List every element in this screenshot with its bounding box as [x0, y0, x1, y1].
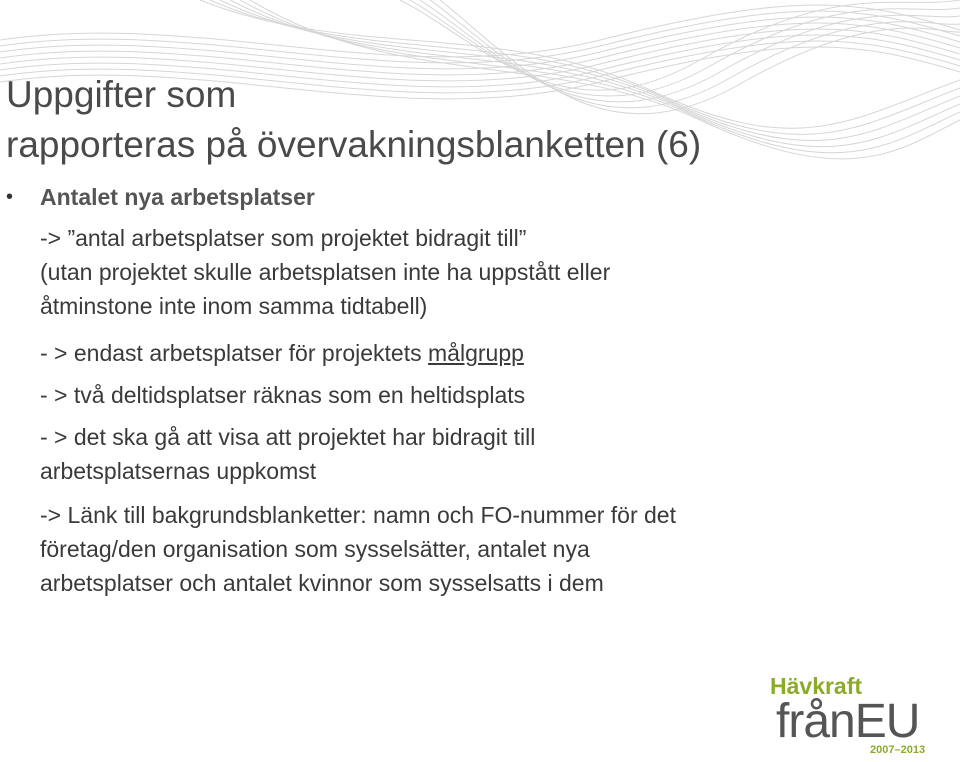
explanation-line-3: åtminstone inte inom samma tidtabell)	[40, 293, 428, 319]
slide-title-line-1: Uppgifter som	[6, 74, 237, 115]
bullet-dot-icon: •	[6, 186, 14, 208]
evidence-line-1: - > det ska gå att visa att projektet har bidragit till	[40, 424, 536, 450]
evidence-note	[40, 420, 940, 488]
target-group-line	[40, 336, 940, 370]
link-line-2: företag/den organisation som sysselsätter, antalet nya	[40, 536, 590, 562]
explanation-block	[40, 221, 940, 323]
link-note	[40, 498, 940, 600]
explanation-line-1: -> ”antal arbetsplatser som projektet bidragit till”	[40, 225, 527, 251]
slide-title-line-2: rapporteras på övervakningsblanketten (6)	[6, 124, 702, 165]
logo-years-text: 2007–2013	[870, 744, 926, 756]
slide-title	[6, 70, 701, 170]
logo-main-text: frånEU	[776, 695, 920, 748]
bullet-list	[0, 180, 940, 214]
target-group-prefix: - > endast arbetsplatser för projektets	[40, 340, 429, 366]
explanation-line-2: (utan projektet skulle arbetsplatsen inte ha uppstått eller	[40, 259, 611, 285]
bullet-item	[0, 180, 940, 214]
target-group-note	[40, 336, 940, 370]
havkraft-logo	[770, 672, 950, 756]
bullet-heading: Antalet nya arbetsplatser	[40, 184, 315, 210]
part-time-line: - > två deltidsplatser räknas som en heltidsplats	[40, 382, 526, 408]
logo-top-text: Hävkraft	[770, 673, 863, 699]
part-time-note	[40, 378, 940, 412]
link-line-1: -> Länk till bakgrundsblanketter: namn och FO-nummer för det	[40, 502, 676, 528]
target-group-underlined: målgrupp	[428, 340, 524, 366]
evidence-line-2: arbetsplatsernas uppkomst	[40, 458, 317, 484]
link-line-3: arbetsplatser och antalet kvinnor som sysselsatts i dem	[40, 570, 604, 596]
